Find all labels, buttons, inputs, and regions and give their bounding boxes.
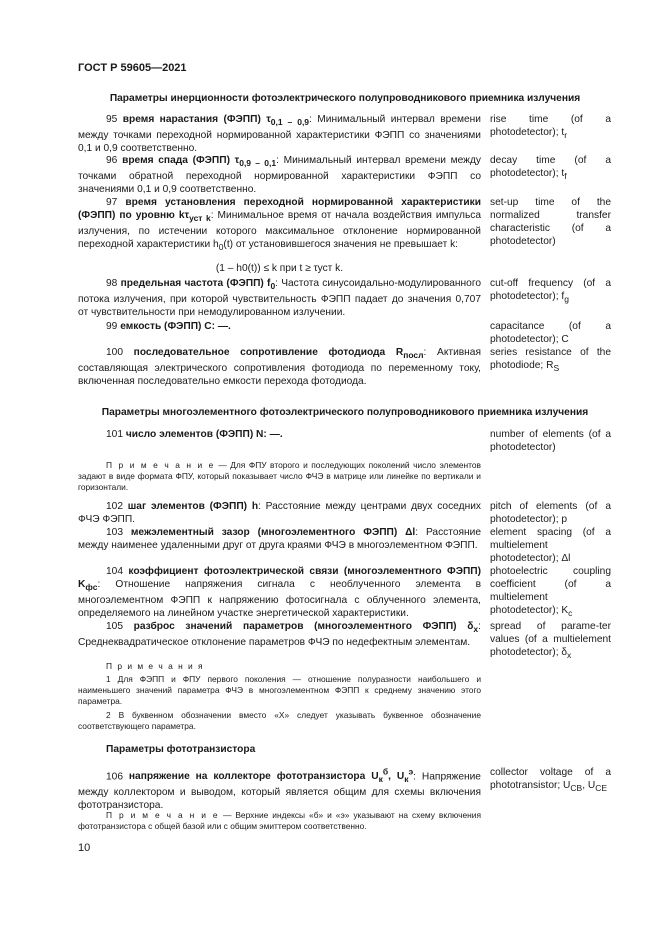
term-102-en: pitch of elements (of a photodetector); p xyxy=(490,501,611,525)
term-96 xyxy=(78,154,481,196)
page-number: 10 xyxy=(78,842,91,854)
term-105 xyxy=(78,620,481,649)
term-name: время установления переходной нормированной характеристики (ФЭПП) по уровню $k\tau_{уст k}$ xyxy=(78,197,481,224)
term-definition: : Напряжение между коллектором и выводом, который является общим для схемы включения фототранзистора. xyxy=(78,771,481,812)
term-name: время спада (ФЭПП) $\tau_{0,9 - 0,1}$ xyxy=(122,155,277,169)
section-title-phototransistor: Параметры фототранзистора xyxy=(106,744,256,755)
section-title-inertia: Параметры инерционности фотоэлектрического полупроводникового приемника излучения xyxy=(109,93,581,104)
term-106-en: collector voltage of a phototransistor; $U_{CB}$, $U_{CE}$ xyxy=(490,767,611,794)
term-definition: : Минимальный интервал времени между точками обратной переходной нормированной характеристики ФЭПП со значениями 0,1 и 0,9 соответственно. xyxy=(78,155,482,196)
term-number: 97 xyxy=(106,197,118,208)
term-99-en: capacitance (of a photodetector); C xyxy=(490,321,611,345)
term-definition: : Расстояние между центрами двух соседних ФЧЭ ФЭПП. xyxy=(78,501,481,525)
term-95-en: rise time (of a photodetector); $t_r$ xyxy=(490,114,611,141)
section-title-multielement: Параметры многоэлементного фотоэлектрического полупроводникового приемника излучения xyxy=(101,407,589,418)
term-number: 104 xyxy=(106,566,123,577)
term-definition: : Расстояние между наименее удаленными друг от друга краями ФЧЭ в многоэлементном ФЭПП. xyxy=(78,527,481,551)
term-name: емкость (ФЭПП) C: —. xyxy=(120,321,231,332)
term-definition: : Частота синусоидально-модулированного потока излучения, при которой чувствительность ФЭПП падает до значения 0,707 от чувствительности при немодулированном излучении. xyxy=(78,278,481,319)
term-96-en: decay time (of a photodetector); $t_f$ xyxy=(490,155,611,182)
term-definition: : Среднеквадратическое отклонение параметров ФЧЭ по недефектным элементам. xyxy=(78,621,481,649)
document-header: ГОСТ Р 59605—2021 xyxy=(78,62,187,74)
term-100 xyxy=(78,346,481,388)
term-100-en: series resistance of the photodiode; $R_S$ xyxy=(490,347,611,374)
term-name: разброс значений параметров (многоэлементного ФЭПП) $\delta_x$ xyxy=(133,621,479,635)
term-104 xyxy=(78,565,481,620)
term-name: напряжение на коллекторе фототранзистора $U_к^б$, $U_к^э$ xyxy=(128,767,414,785)
term-97 xyxy=(78,196,481,254)
term-number: 95 xyxy=(106,114,118,125)
term-name: последовательное сопротивление фотодиода $R_{посл}$ xyxy=(133,347,424,361)
term-name: коэффициент фотоэлектрической связи (многоэлементного ФЭПП) $K_{фс}$ xyxy=(78,566,481,593)
term-number: 105 xyxy=(106,621,123,632)
term-95 xyxy=(78,113,481,155)
term-105-en: spread of parame-ter values (of a multielement photodetector); $\delta_x$ xyxy=(490,621,611,661)
term-103-en: element spacing (of a multielement photodetector); Δl xyxy=(490,527,611,564)
note-105-1: 1 Для ФЭПП и ФПУ первого поколения — отношение полуразности наибольшего и наименьшего значений параметра ФЧЭ в многоэлементном ФЭПП к среднему значению этого параметра. xyxy=(78,674,481,706)
term-name: число элементов (ФЭПП) N: —. xyxy=(125,429,283,440)
term-name: межэлементный зазор (многоэлементного ФЭПП) Δl xyxy=(130,527,416,538)
term-104-en: photoelectric coupling coefficient (of a multielement photodetector); $K_c$ xyxy=(490,566,611,619)
note-106: П р и м е ч а н и е — Верхние индексы «б» и «э» указывают на схему включения фототранзистора с общей базой или с общим эмиттером соответственно. xyxy=(78,810,481,831)
note-105-2: 2 В буквенном обозначении вместо «X» следует указывать буквенное обозначение соответствующего параметра. xyxy=(78,710,481,731)
term-name: предельная частота (ФЭПП) $f_0$ xyxy=(120,278,276,292)
term-98 xyxy=(78,277,481,319)
formula-97: (1 – h0(t)) ≤ k при t ≥ τуст k. xyxy=(215,263,344,274)
term-99 xyxy=(78,320,481,333)
term-number: 98 xyxy=(106,278,118,289)
term-101-en: number of elements (of a photodetector) xyxy=(490,429,611,453)
notes-105-label: П р и м е ч а н и я xyxy=(106,661,205,671)
term-number: 102 xyxy=(106,501,123,512)
term-definition: : Активная составляющая электрического сопротивления фотодиода по переменному току, включенная последовательно емкости перехода фотодиода. xyxy=(78,347,481,388)
term-98-en: cut-off frequency (of a photodetector); $f_g$ xyxy=(490,278,611,305)
term-97-en: set-up time of the normalized transfer characteristic (of a photodetector) xyxy=(490,197,611,247)
note-101: П р и м е ч а н и е — Для ФПУ второго и последующих поколений число элементов задают в виде формата ФПУ, который показывает число ФЧЭ в матрице или линейке по вертикали и горизонтали. xyxy=(78,460,481,492)
term-name: время нарастания (ФЭПП) $\tau_{0,1 - 0,9}$ xyxy=(122,114,310,128)
term-definition: : Минимальный интервал времени между точками переходной нормированной характеристики ФЭПП со значениями 0,1 и 0,9 соответственно. xyxy=(78,114,481,155)
term-101 xyxy=(78,428,481,441)
term-106 xyxy=(78,766,481,812)
term-number: 101 xyxy=(106,429,123,440)
term-102 xyxy=(78,500,481,526)
term-definition: : Минимальное время от начала воздействия импульса излучения, по истечении которого максимальное отклонение нормированной переходной характеристики $h_0(t)$ от установившегося значения не превышает k: xyxy=(78,210,482,253)
term-number: 106 xyxy=(106,771,123,783)
term-103 xyxy=(78,526,481,552)
term-number: 103 xyxy=(106,527,123,538)
term-name: шаг элементов (ФЭПП) h xyxy=(127,501,259,512)
term-number: 100 xyxy=(106,347,123,358)
term-definition: : Отношение напряжения сигнала с необлученного элемента в многоэлементном ФЭПП к напряжению фотосигнала с облученного элемента, определяемого на линейном участке энергетической характеристики. xyxy=(78,579,481,620)
term-number: 96 xyxy=(106,155,118,166)
term-number: 99 xyxy=(106,321,118,332)
